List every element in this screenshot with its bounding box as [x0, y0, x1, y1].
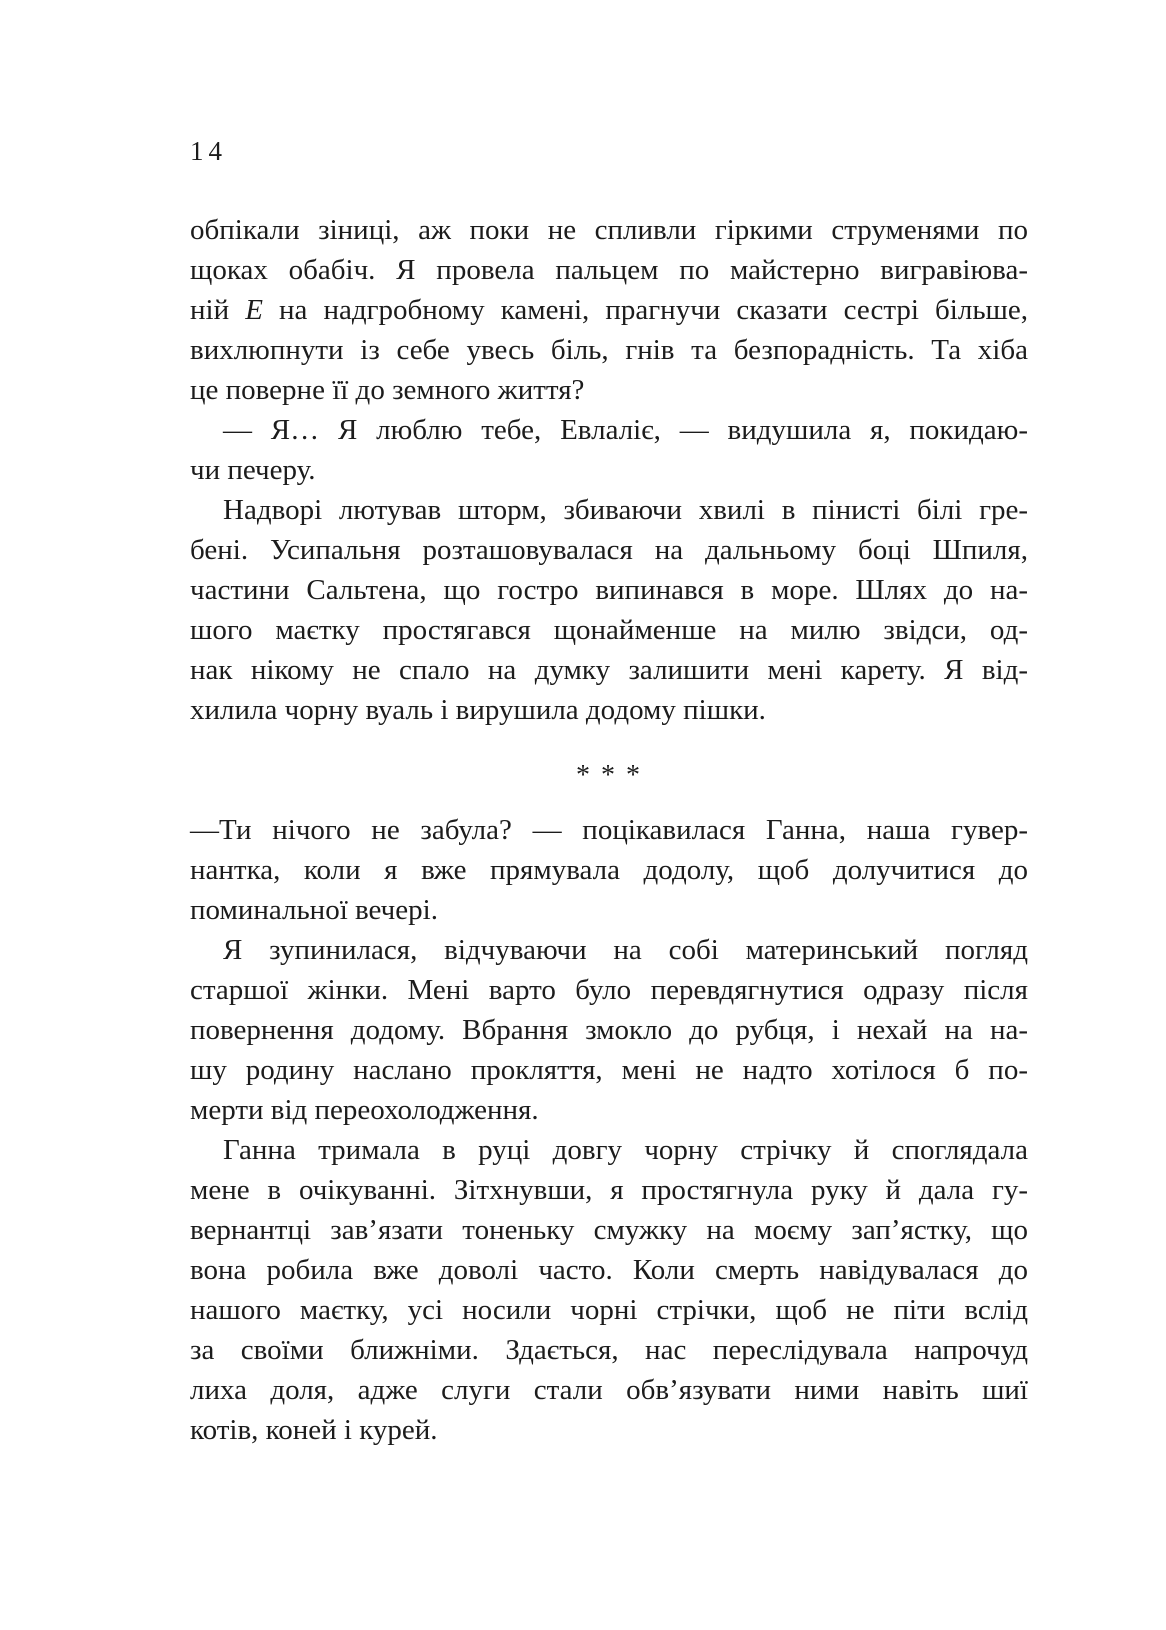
text-line: —Ти нічого не забула? — поцікавилася Ганна, наша гувер-: [190, 814, 1028, 846]
page-number: 14: [190, 136, 227, 166]
text-line: це поверне її до земного життя?: [190, 374, 585, 406]
text-line: старшої жінки. Мені варто було перевдягнутися одразу після: [190, 974, 1028, 1006]
paragraph: [190, 810, 1028, 930]
text-line: вихлюпнути із себе увесь біль, гнів та безпорадність. Та хіба: [190, 334, 1028, 366]
text-line: шу родину наслано прокляття, мені не надто хотілося б по-: [190, 1054, 1028, 1086]
text-line: за своїми ближніми. Здається, нас переслідувала напрочуд: [190, 1334, 1028, 1366]
text-line: мерти від переохолодження.: [190, 1094, 539, 1126]
text-line: Ганна тримала в руці довгу чорну стрічку й споглядала: [223, 1134, 1028, 1166]
text-line: щоках обабіч. Я провела пальцем по майстерно вигравіюва-: [190, 254, 1028, 286]
text-line: лиха доля, адже слуги стали обв’язувати ними навіть шиї: [190, 1374, 1028, 1406]
text-line: чи печеру.: [190, 454, 316, 486]
text-line: Надворі лютував шторм, збиваючи хвилі в пінисті білі гре-: [223, 494, 1028, 526]
text-line: ній Е на надгробному камені, прагнучи сказати сестрі більше,: [190, 294, 1028, 326]
text-line: котів, коней і курей.: [190, 1414, 438, 1446]
text-line: Я зупинилася, відчуваючи на собі материнський погляд: [223, 934, 1028, 966]
text-line: вона робила вже доволі часто. Коли смерть навідувалася до: [190, 1254, 1028, 1286]
text-line: поминальної вечері.: [190, 894, 438, 926]
text-line: шого маєтку простягався щонайменше на милю звідси, од-: [190, 614, 1028, 646]
text-block: [190, 210, 1028, 1450]
paragraph: [190, 490, 1028, 730]
text-line: нак нікому не спало на думку залишити мені карету. Я від-: [190, 654, 1028, 686]
text-line: нашого маєтку, усі носили чорні стрічки, щоб не піти вслід: [190, 1294, 1028, 1326]
section-separator: * * *: [576, 760, 642, 791]
text-line: нантка, коли я вже прямувала додолу, щоб долучитися до: [190, 854, 1028, 886]
paragraph: [190, 410, 1028, 490]
text-line: повернення додому. Вбрання змокло до рубця, і нехай на на-: [190, 1014, 1028, 1046]
text-line: мене в очікуванні. Зітхнувши, я простягнула руку й дала гу-: [190, 1174, 1028, 1206]
text-line: вернантці зав’язати тоненьку смужку на моєму зап’ястку, що: [190, 1214, 1028, 1246]
paragraph: [190, 930, 1028, 1130]
text-line: обпікали зіниці, аж поки не спливли гіркими струменями по: [190, 214, 1028, 246]
text-line: — Я… Я люблю тебе, Евлаліє, — видушила я, покидаю-: [223, 414, 1028, 446]
text-line: бені. Усипальня розташовувалася на дальньому боці Шпиля,: [190, 534, 1028, 566]
text-line: хилила чорну вуаль і вирушила додому пішки.: [190, 694, 766, 726]
text-line: частини Сальтена, що гостро випинався в море. Шлях до на-: [190, 574, 1028, 606]
paragraph: [190, 210, 1028, 410]
paragraph: [190, 1130, 1028, 1450]
